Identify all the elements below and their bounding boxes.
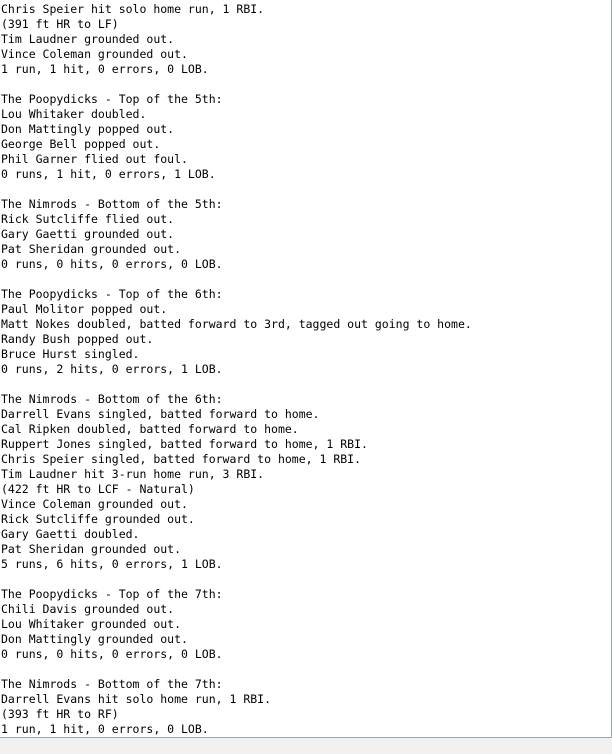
log-line: Bruce Hurst singled.	[1, 347, 140, 361]
log-line: Randy Bush popped out.	[1, 332, 154, 346]
log-line: 5 runs, 6 hits, 0 errors, 1 LOB.	[1, 557, 223, 571]
log-line: Ruppert Jones singled, batted forward to home, 1 RBI.	[1, 437, 368, 451]
log-line: George Bell popped out.	[1, 137, 161, 151]
log-line: Tim Laudner hit 3-run home run, 3 RBI.	[1, 467, 265, 481]
log-line: The Poopydicks - Top of the 5th:	[1, 92, 223, 106]
log-line: Chris Speier singled, batted forward to home, 1 RBI.	[1, 452, 362, 466]
log-line: The Poopydicks - Top of the 7th:	[1, 587, 223, 601]
log-line: Don Mattingly popped out.	[1, 122, 175, 136]
log-line: Chili Davis grounded out.	[1, 602, 175, 616]
log-line: Lou Whitaker doubled.	[1, 107, 147, 121]
log-line: The Poopydicks - Top of the 6th:	[1, 287, 223, 301]
blank-line	[1, 662, 472, 677]
log-line: Vince Coleman grounded out.	[1, 47, 188, 61]
log-line: Paul Molitor popped out.	[1, 302, 168, 316]
log-line: 1 run, 1 hit, 0 errors, 0 LOB.	[1, 722, 209, 736]
log-line: 0 runs, 0 hits, 0 errors, 0 LOB.	[1, 647, 223, 661]
log-line: (422 ft HR to LCF - Natural)	[1, 482, 195, 496]
log-line: The Nimrods - Bottom of the 7th:	[1, 677, 223, 691]
log-line: 0 runs, 0 hits, 0 errors, 0 LOB.	[1, 257, 223, 271]
log-line: Phil Garner flied out foul.	[1, 152, 188, 166]
blank-line	[1, 572, 472, 587]
blank-line	[1, 77, 472, 92]
log-line: Tim Laudner grounded out.	[1, 32, 175, 46]
log-line: Gary Gaetti doubled.	[1, 527, 140, 541]
log-line: Darrell Evans singled, batted forward to home.	[1, 407, 320, 421]
log-line: 0 runs, 1 hit, 0 errors, 1 LOB.	[1, 167, 216, 181]
blank-line	[1, 182, 472, 197]
log-line: Chris Speier hit solo home run, 1 RBI.	[1, 2, 265, 16]
blank-line	[1, 272, 472, 287]
log-line: Gary Gaetti grounded out.	[1, 227, 175, 241]
log-line: Pat Sheridan grounded out.	[1, 242, 182, 256]
log-line: Darrell Evans hit solo home run, 1 RBI.	[1, 692, 272, 706]
log-line: (393 ft HR to RF)	[1, 707, 119, 721]
log-line: Pat Sheridan grounded out.	[1, 542, 182, 556]
log-line: The Nimrods - Bottom of the 6th:	[1, 392, 223, 406]
log-line: Matt Nokes doubled, batted forward to 3rd, tagged out going to home.	[1, 317, 472, 331]
play-by-play-log	[1, 2, 472, 737]
log-line: The Nimrods - Bottom of the 5th:	[1, 197, 223, 211]
log-line: 0 runs, 2 hits, 0 errors, 1 LOB.	[1, 362, 223, 376]
log-line: (391 ft HR to LF)	[1, 17, 119, 31]
bottom-strip	[0, 738, 612, 754]
log-line: Cal Ripken doubled, batted forward to home.	[1, 422, 299, 436]
log-line: Don Mattingly grounded out.	[1, 632, 188, 646]
blank-line	[1, 377, 472, 392]
log-line: Rick Sutcliffe flied out.	[1, 212, 175, 226]
log-line: Rick Sutcliffe grounded out.	[1, 512, 195, 526]
log-line: Vince Coleman grounded out.	[1, 497, 188, 511]
log-line: Lou Whitaker grounded out.	[1, 617, 182, 631]
log-line: 1 run, 1 hit, 0 errors, 0 LOB.	[1, 62, 209, 76]
